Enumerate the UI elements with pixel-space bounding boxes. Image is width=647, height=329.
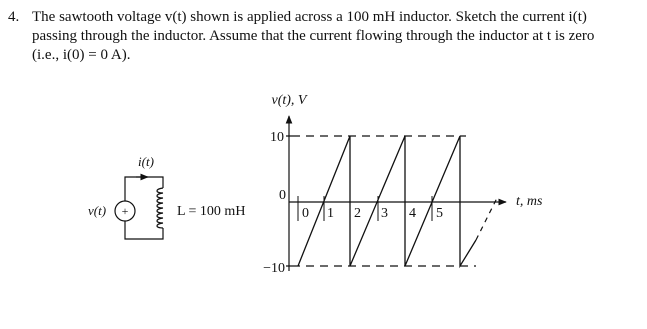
inductor-label: L = 100 mH [177,204,246,219]
source-label: v(t) [88,203,107,218]
y-tick-minus-10: −10 [263,261,285,276]
inductor-coil-icon [157,188,163,228]
x-tick-2: 2 [354,206,361,221]
problem-line-2: passing through the inductor. Assume that the current flowing through the inductor at t is zero [32,28,595,44]
voltage-graph [263,93,543,276]
x-tick-0: 0 [302,206,309,221]
y-axis-label: v(t), V [271,93,307,108]
y-tick-0: 0 [279,188,286,203]
current-label: i(t) [138,154,154,169]
problem-line-1: The sawtooth voltage v(t) shown is applied across a 100 mH inductor. Sketch the current i(t) [32,9,587,25]
x-tick-3: 3 [381,206,388,221]
sawtooth-waveform [298,136,476,266]
source-polarity: + [121,204,129,218]
y-tick-10: 10 [270,130,284,145]
problem-number: 4. [8,9,20,25]
x-axis-label: t, ms [516,194,543,209]
x-tick-5: 5 [436,206,443,221]
circuit-diagram [88,154,245,239]
problem-line-3: (i.e., i(0) = 0 A). [32,47,131,63]
x-tick-4: 4 [409,206,416,221]
x-tick-1: 1 [327,206,334,221]
